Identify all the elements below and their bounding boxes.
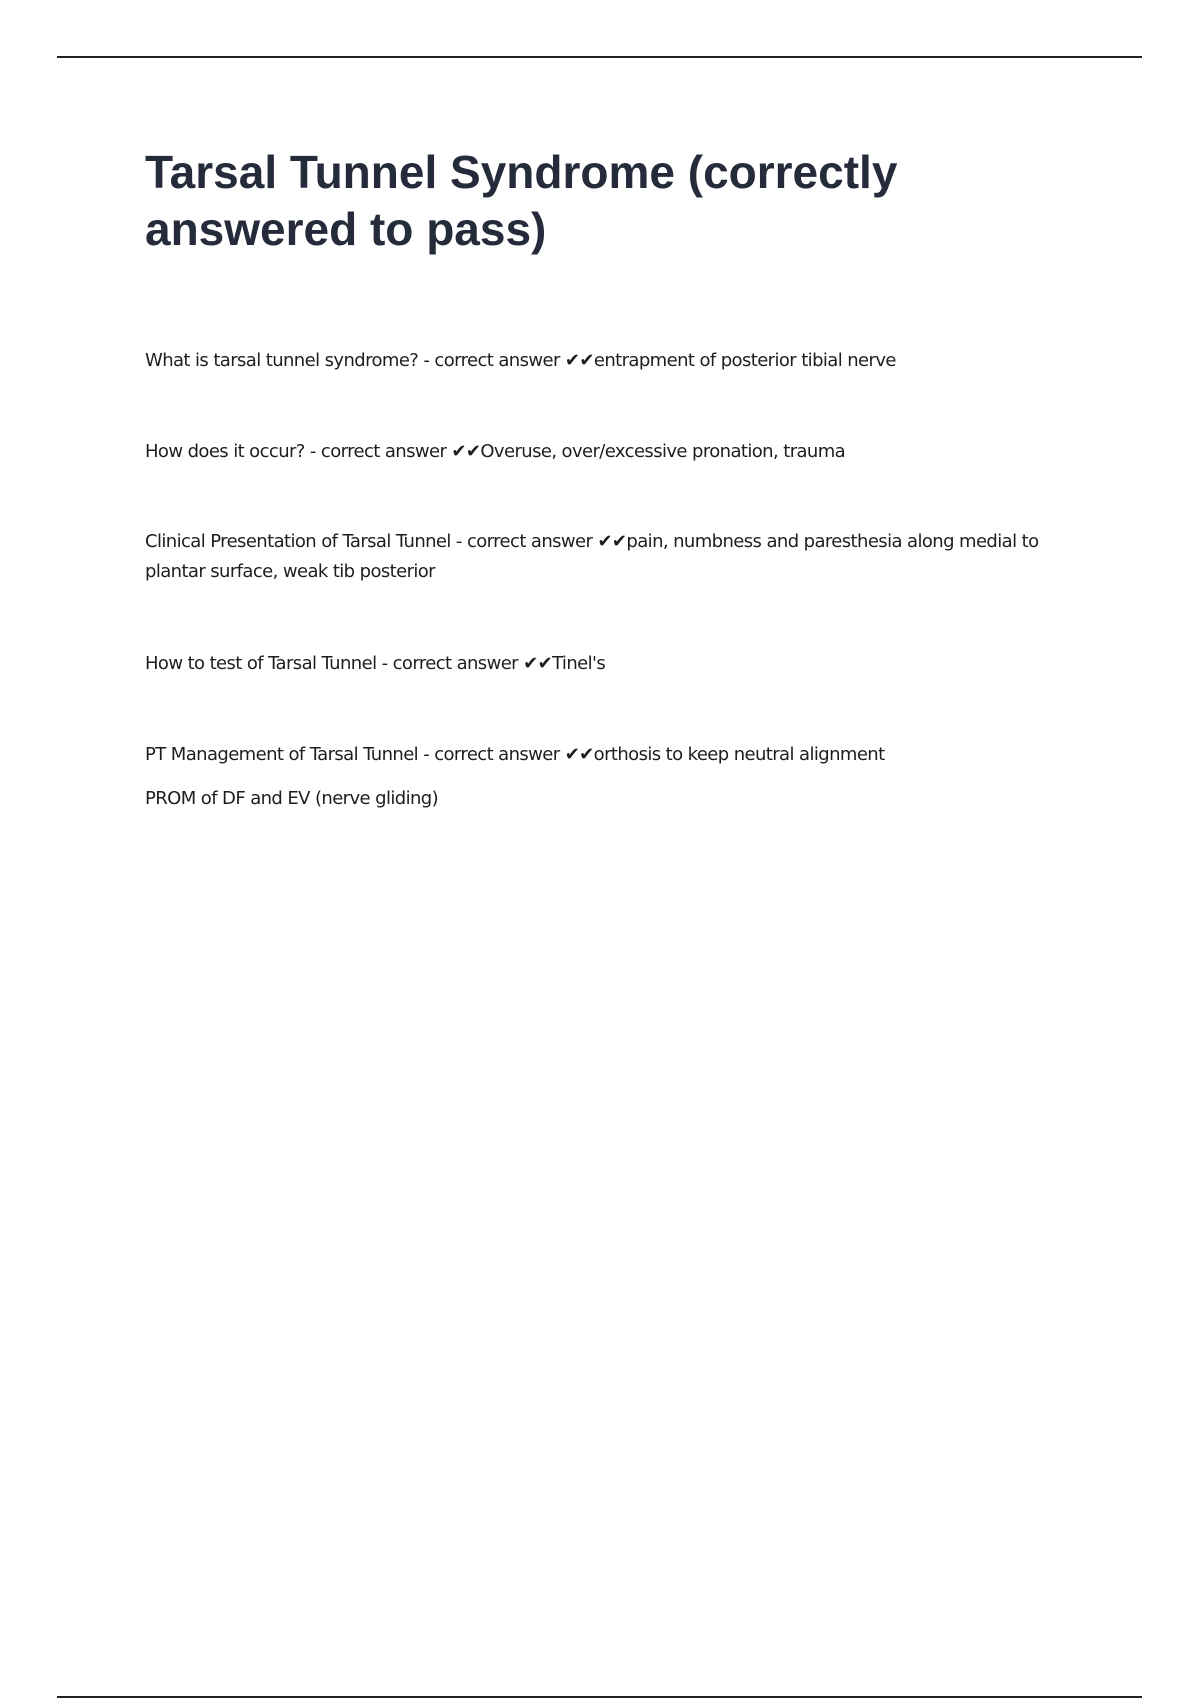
question-text: PT Management of Tarsal Tunnel xyxy=(145,744,419,765)
answer-text: pain, numbness and paresthesia along medial to plantar surface, weak tib posterior xyxy=(145,531,1039,582)
answer-text: orthosis to keep neutral alignment xyxy=(593,744,885,765)
answer-text: Tinel's xyxy=(552,653,606,674)
answer-separator: - correct answer xyxy=(418,744,565,765)
question-text: What is tarsal tunnel syndrome? xyxy=(145,350,419,371)
question-text: How to test of Tarsal Tunnel xyxy=(145,653,377,674)
check-icon: ✔✔ xyxy=(564,350,594,371)
check-icon: ✔✔ xyxy=(597,531,627,552)
answer-text: entrapment of posterior tibial nerve xyxy=(593,350,896,371)
answer-separator: - correct answer xyxy=(304,441,452,462)
check-icon: ✔✔ xyxy=(523,653,553,674)
answer-separator: - correct answer xyxy=(418,350,565,371)
qa-item xyxy=(145,346,1085,376)
qa-item xyxy=(145,437,1085,467)
answer-separator: - correct answer xyxy=(450,531,598,552)
check-icon: ✔✔ xyxy=(451,441,481,462)
qa-item xyxy=(145,740,1085,770)
question-text: Clinical Presentation of Tarsal Tunnel xyxy=(145,531,451,552)
top-rule xyxy=(57,56,1142,58)
answer-separator: - correct answer xyxy=(376,653,524,674)
question-text: How does it occur? xyxy=(145,441,305,462)
qa-item xyxy=(145,527,1085,587)
qa-item xyxy=(145,649,1085,679)
check-icon: ✔✔ xyxy=(564,744,594,765)
document-title: Tarsal Tunnel Syndrome (correctly answered to pass) xyxy=(145,146,898,255)
answer-continuation: PROM of DF and EV (nerve gliding) xyxy=(145,788,439,809)
answer-text: Overuse, over/excessive pronation, trauma xyxy=(480,441,846,462)
bottom-rule xyxy=(57,1696,1142,1698)
